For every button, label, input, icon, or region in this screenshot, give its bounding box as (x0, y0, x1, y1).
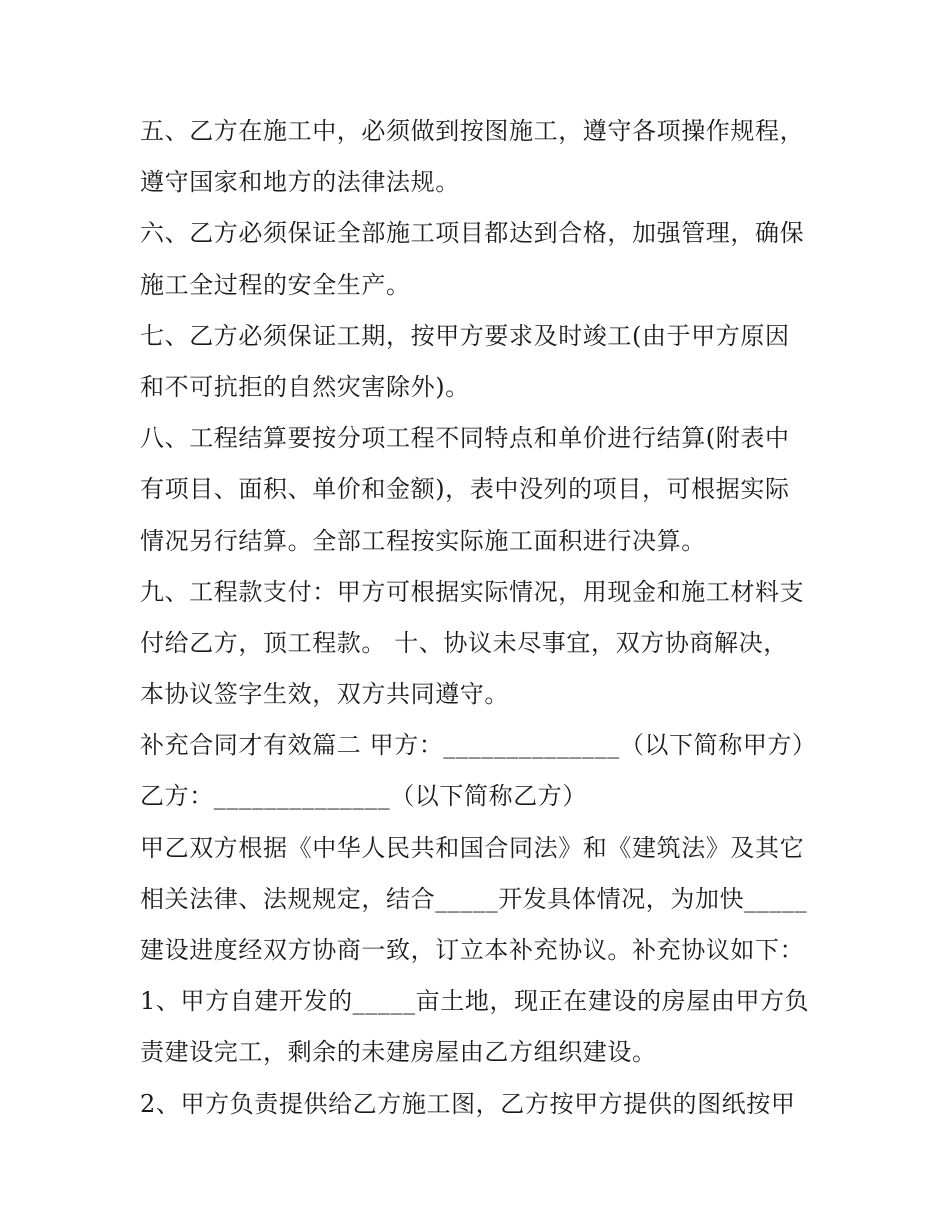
text-line: 乙方：______________（以下简称乙方） (140, 782, 587, 811)
text-line: 甲乙双方根据《中华人民共和国合同法》和《建筑法》及其它 (140, 833, 805, 862)
text-line: 责建设完工，剩余的未建房屋由乙方组织建设。 (140, 1038, 657, 1067)
text-line: 五、乙方在施工中，必须做到按图施工，遵守各项操作规程， (140, 117, 805, 145)
text-line: 有项目、面积、单价和金额)，表中没列的项目，可根据实际 (140, 475, 790, 504)
text-line: 遵守国家和地方的法律法规。 (140, 168, 460, 197)
text-line: 情况另行结算。全部工程按实际施工面积进行决算。 (140, 526, 706, 555)
text-line: 2、甲方负责提供给乙方施工图，乙方按甲方提供的图纸按甲 (140, 1089, 796, 1118)
text-line: 七、乙方必须保证工期，按甲方要求及时竣工(由于甲方原因 (140, 321, 790, 350)
text-line: 相关法律、法规规定，结合_____开发具体情况，为加快_____ (140, 884, 808, 913)
text-line: 付给乙方，顶工程款。 十、协议未尽事宜，双方协商解决， (140, 628, 788, 657)
text-line: 八、工程结算要按分项工程不同特点和单价进行结算(附表中 (140, 424, 790, 453)
text-line: 1、甲方自建开发的_____亩土地，现正在建设的房屋由甲方负 (140, 987, 810, 1016)
text-line: 九、工程款支付：甲方可根据实际情况，用现金和施工材料支 (140, 577, 805, 606)
text-line: 六、乙方必须保证全部施工项目都达到合格，加强管理，确保 (140, 219, 805, 248)
text-line: 和不可抗拒的自然灾害除外)。 (140, 372, 470, 401)
text-line: 本协议签字生效，双方共同遵守。 (140, 680, 509, 709)
text-line: 建设进度经双方协商一致，订立本补充协议。补充协议如下： (140, 936, 805, 964)
text-line: 补充合同才有效篇二 甲方：______________（以下简称甲方） (140, 731, 817, 760)
text-line: 施工全过程的安全生产。 (140, 270, 411, 299)
contract-text (140, 108, 820, 1132)
